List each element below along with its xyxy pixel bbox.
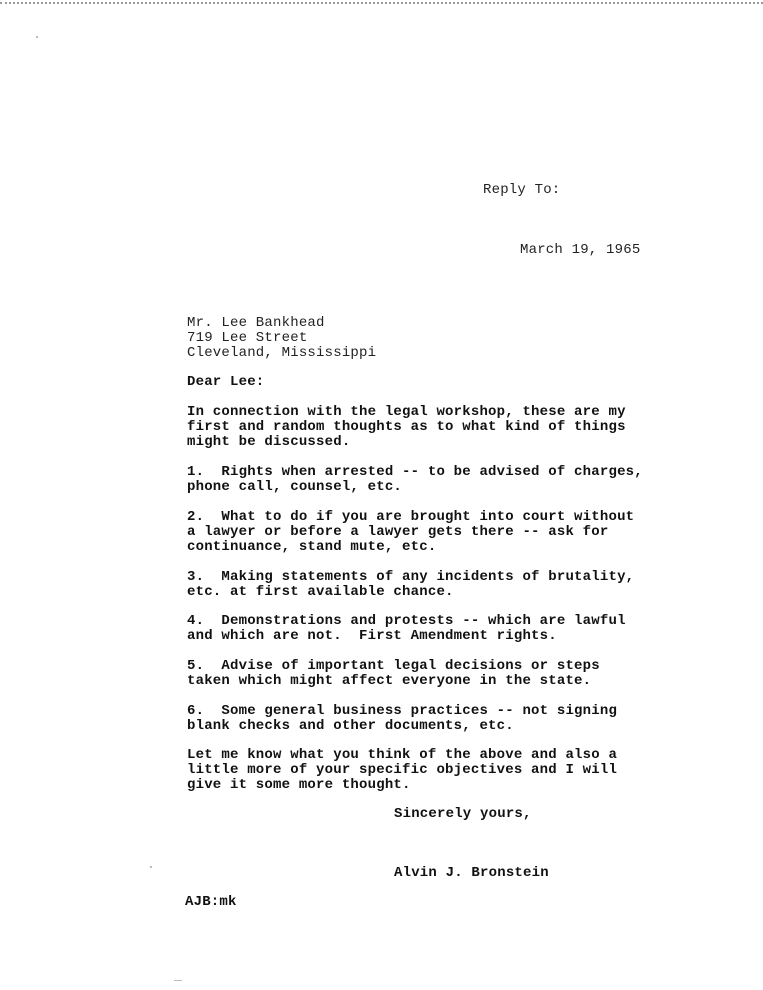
scan-speck (174, 980, 182, 981)
point-line: 5. Advise of important legal decisions or steps (187, 658, 600, 674)
recipient-street: 719 Lee Street (187, 330, 308, 346)
point-line: 3. Making statements of any incidents of brutality, (187, 569, 635, 585)
recipient-city: Cleveland, Mississippi (187, 345, 377, 361)
point-line: taken which might affect everyone in the state. (187, 673, 592, 689)
point-line: a lawyer or before a lawyer gets there -- ask for (187, 524, 609, 540)
point-line: continuance, stand mute, etc. (187, 539, 437, 555)
point-line: 4. Demonstrations and protests -- which are lawful (187, 613, 626, 629)
intro-line: In connection with the legal workshop, these are my (187, 404, 626, 420)
point-line: 2. What to do if you are brought into court without (187, 509, 635, 525)
scan-speck (36, 36, 38, 38)
reply-to-label: Reply To: (483, 182, 561, 198)
signature-name: Alvin J. Bronstein (394, 865, 549, 881)
closing-line: give it some more thought. (187, 777, 411, 793)
point-line: blank checks and other documents, etc. (187, 718, 514, 734)
intro-line: might be discussed. (187, 434, 351, 450)
point-line: and which are not. First Amendment rights. (187, 628, 557, 644)
complimentary-close: Sincerely yours, (394, 806, 532, 822)
recipient-name: Mr. Lee Bankhead (187, 315, 325, 331)
point-line: 6. Some general business practices -- not signing (187, 703, 618, 719)
scan-speck (150, 866, 152, 868)
typist-initials: AJB:mk (185, 894, 237, 910)
point-line: 1. Rights when arrested -- to be advised of charges, (187, 464, 643, 480)
intro-line: first and random thoughts as to what kind of things (187, 419, 626, 435)
point-line: phone call, counsel, etc. (187, 479, 403, 495)
page-top-perforation (0, 2, 763, 4)
point-line: etc. at first available chance. (187, 584, 454, 600)
closing-line: Let me know what you think of the above and also a (187, 747, 618, 763)
salutation: Dear Lee: (187, 374, 265, 390)
letter-date: March 19, 1965 (520, 242, 641, 258)
closing-line: little more of your specific objectives and I will (187, 762, 618, 778)
